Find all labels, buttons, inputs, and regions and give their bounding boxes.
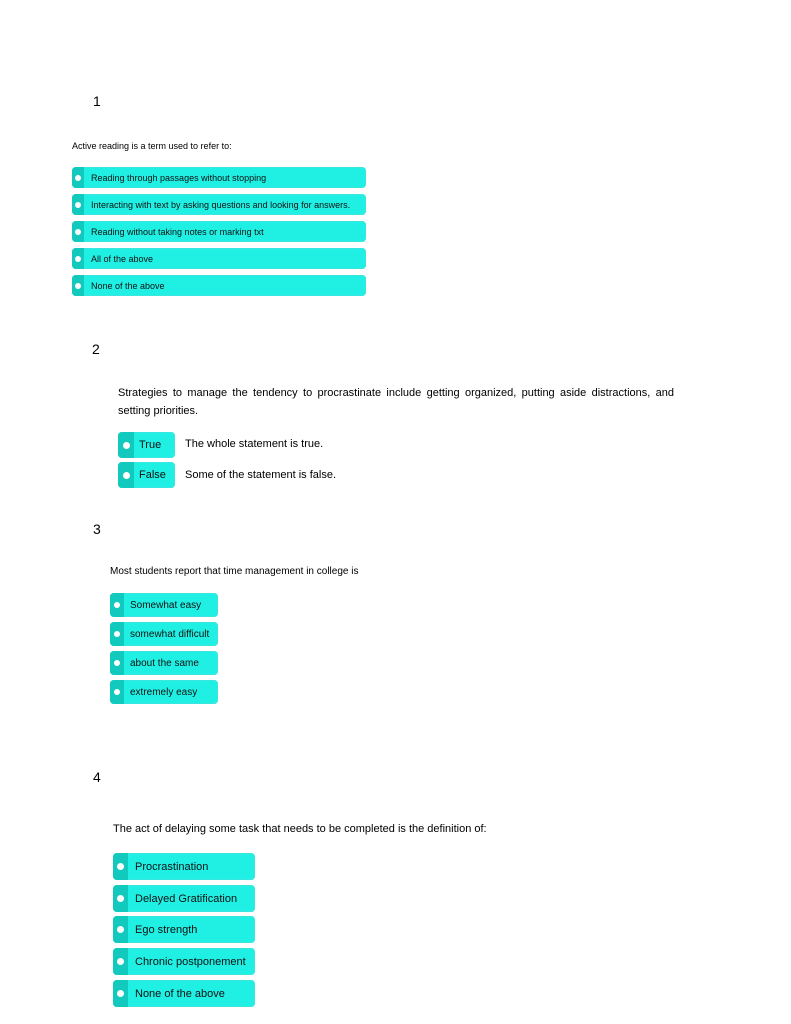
radio-dot-icon: [114, 660, 120, 666]
answer-option[interactable]: [110, 593, 218, 617]
radio-button[interactable]: [118, 432, 134, 458]
radio-dot-icon: [117, 958, 124, 965]
option-label: Reading through passages without stopping: [91, 172, 267, 183]
answer-option[interactable]: [118, 432, 175, 458]
question-prompt: The act of delaying some task that needs to be completed is the definition of:: [113, 823, 487, 835]
radio-dot-icon: [114, 689, 120, 695]
answer-option[interactable]: [72, 275, 366, 296]
option-label: somewhat difficult: [130, 628, 210, 640]
question-prompt: Strategies to manage the tendency to procrastinate include getting organized, putting aside distractions, and setting priorities.: [118, 387, 674, 417]
option-label: Procrastination: [135, 860, 209, 873]
question-prompt: Most students report that time management in college is: [110, 566, 359, 577]
answer-option[interactable]: [110, 680, 218, 704]
answer-option[interactable]: [113, 916, 255, 943]
radio-dot-icon: [114, 631, 120, 637]
radio-button[interactable]: [113, 916, 128, 943]
option-description: The whole statement is true.: [185, 438, 324, 450]
answer-option[interactable]: [72, 221, 366, 242]
radio-button[interactable]: [72, 194, 84, 215]
answer-option[interactable]: [110, 622, 218, 646]
radio-button[interactable]: [72, 167, 84, 188]
answer-option[interactable]: [118, 462, 175, 488]
option-label: about the same: [130, 657, 199, 669]
question-number: 4: [93, 769, 101, 785]
answer-option[interactable]: [113, 853, 255, 880]
radio-dot-icon: [117, 990, 124, 997]
radio-dot-icon: [117, 863, 124, 870]
radio-dot-icon: [123, 442, 130, 449]
radio-dot-icon: [75, 175, 81, 181]
radio-dot-icon: [75, 202, 81, 208]
option-label: extremely easy: [130, 686, 198, 698]
answer-option[interactable]: [113, 980, 255, 1007]
option-description: Some of the statement is false.: [185, 469, 337, 481]
option-label: All of the above: [91, 253, 154, 264]
option-label: Somewhat easy: [130, 599, 202, 611]
question-number: 1: [93, 93, 101, 109]
option-label: Chronic postponement: [135, 955, 246, 968]
radio-dot-icon: [123, 472, 130, 479]
option-label: Interacting with text by asking questions and looking for answers.: [91, 199, 351, 210]
radio-button[interactable]: [113, 885, 128, 912]
option-label: Reading without taking notes or marking txt: [91, 226, 264, 237]
radio-dot-icon: [117, 895, 124, 902]
radio-button[interactable]: [72, 275, 84, 296]
answer-option[interactable]: [113, 948, 255, 975]
radio-button[interactable]: [113, 980, 128, 1007]
radio-button[interactable]: [72, 248, 84, 269]
radio-dot-icon: [75, 283, 81, 289]
radio-dot-icon: [117, 926, 124, 933]
answer-option[interactable]: [72, 194, 366, 215]
option-label: Ego strength: [135, 923, 198, 936]
radio-button[interactable]: [110, 651, 124, 675]
answer-option[interactable]: [72, 248, 366, 269]
answer-option[interactable]: [113, 885, 255, 912]
question-number: 3: [93, 521, 101, 537]
option-label: True: [139, 439, 162, 451]
radio-button[interactable]: [72, 221, 84, 242]
radio-button[interactable]: [118, 462, 134, 488]
answer-option[interactable]: [110, 651, 218, 675]
radio-dot-icon: [75, 256, 81, 262]
question-prompt: Active reading is a term used to refer to:: [72, 141, 232, 151]
radio-button[interactable]: [110, 593, 124, 617]
answer-option[interactable]: [72, 167, 366, 188]
radio-button[interactable]: [110, 680, 124, 704]
option-label: Delayed Gratification: [135, 892, 238, 905]
option-label: None of the above: [135, 987, 225, 1000]
question-number: 2: [92, 341, 100, 357]
radio-dot-icon: [114, 602, 120, 608]
radio-dot-icon: [75, 229, 81, 235]
option-label: None of the above: [91, 280, 165, 291]
option-label: False: [139, 469, 166, 481]
radio-button[interactable]: [113, 853, 128, 880]
radio-button[interactable]: [110, 622, 124, 646]
radio-button[interactable]: [113, 948, 128, 975]
